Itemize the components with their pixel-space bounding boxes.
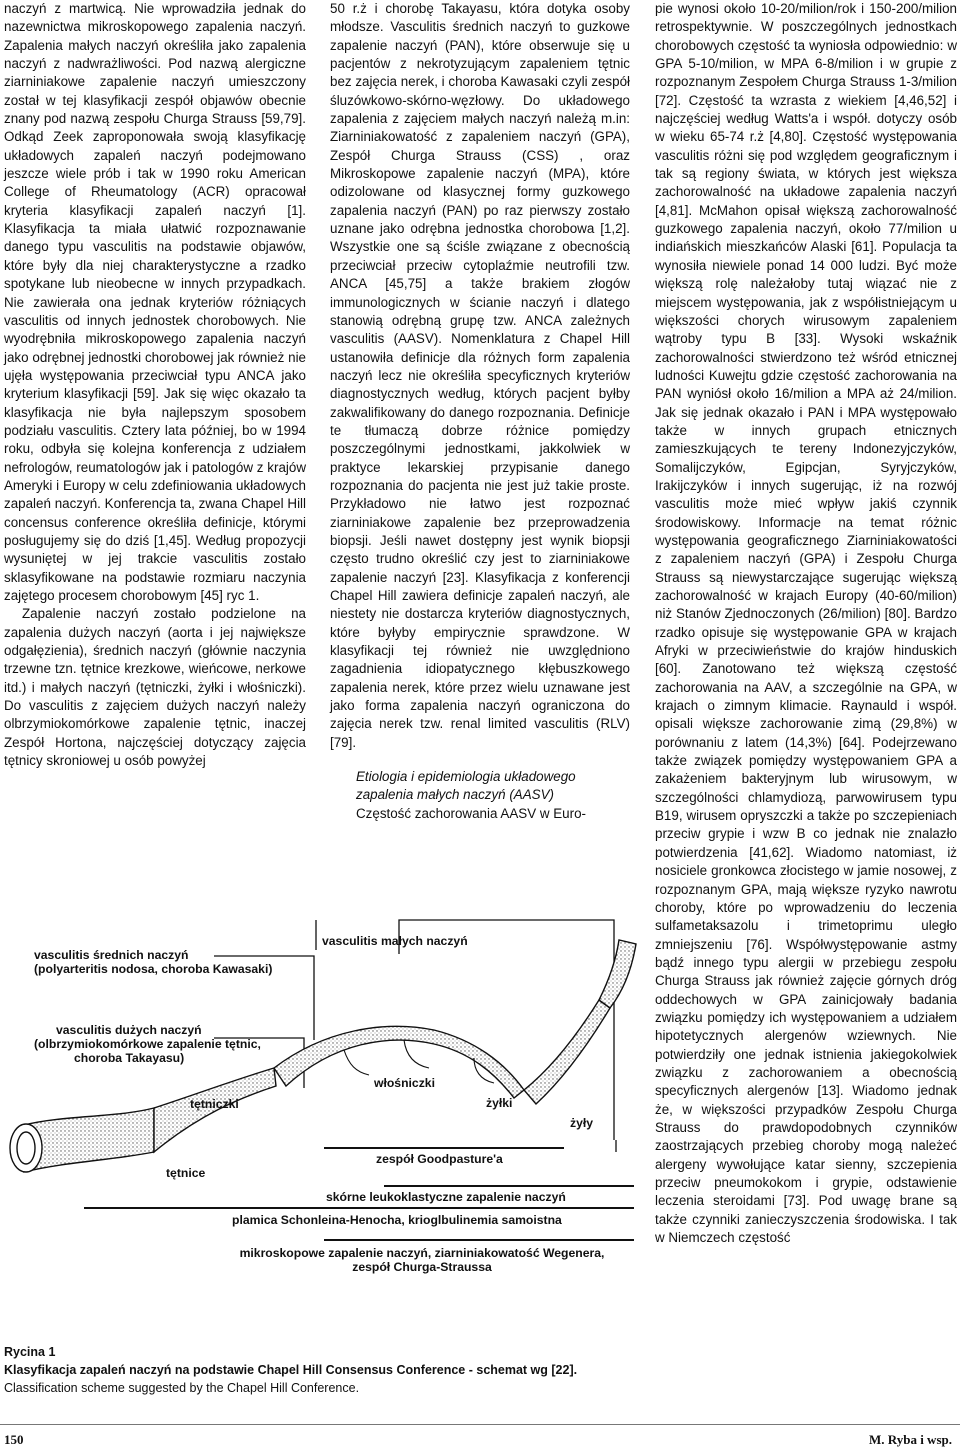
label-capillaries: włośniczki — [374, 1076, 435, 1090]
paragraph: Częstość zachorowania AASV w Euro- — [356, 805, 586, 821]
artery-shape — [24, 1108, 154, 1172]
running-footer-authors: M. Ryba i wsp. — [869, 1432, 952, 1447]
caption-subtitle: Classification scheme suggested by the Chapel Hill Conference. — [4, 1381, 360, 1395]
vein-shape — [599, 940, 636, 1008]
text-column-left — [4, 0, 306, 770]
paragraph: naczyń z martwicą. Nie wprowadziła jednak do nazewnictwa mikroskopowego zapalenia naczyń. Zapalenia małych naczyń określiła jako zapalenia naczyń z nadwrażliwości. Pod nazwą alergiczne ziarniniakowe zapalenie naczyń umieszczony został w tej klasyfikacji zespół objawów obecnie znany pod nazwą zespołu Churga Strauss [59,79]. Odkąd Zeek zaproponowała swoją klasyfikację układowych zapaleń naczyń podejmowano jeszcze wiele prób i tak w 1990 roku American College of Rheumatology (ACR) opracował kryteria klasyfikacji zapaleń naczyń [1]. Klasyfikacja ta miała ułatwić rozpoznawanie danego typu vasculitis na podstawie objawów, które były dla niej charakterystyczne a rzadko spotykane lub nieobecne w innych przypadkach. Nie zawierała ona jednak kryteriów różniących vasculitis od innych jednostek chorobowych. Nie wyodrębniła mikroskopowego zapalenia naczyń jako odrębnej jednostki chorobowej jak również nie ujęła występowania przeciwciał typu ANCA jako kryterium klasyfikacji [59]. Jak się więc okazało ta klasyfikacja nie była najlepszym sposobem podziału vasculitis. Cztery lata później, bo w 1994 roku, odbyła się kolejna konferencja z udziałem nefrologów, reumatologów jak i patologów z krajów Ameryki i Europy w celu zdefiniowania układowych zapaleń naczyń. Konferencja ta, zwana Chapel Hill concensus conference określiła definicje, którymi posługujemy się do dziś [1,45]. Według propozycji wysuniętej w jej trakcie vasculitis zostało sklasyfikowane na podstawie rozmiaru naczynia zajętego procesem chorobowym [45] ryc 1. — [4, 1, 306, 603]
label-large-vessels-examples: (olbrzymiokomórkowe zapalenie tętnic, — [34, 1037, 261, 1051]
page-number: 150 — [4, 1432, 24, 1447]
paragraph: Zapalenie naczyń zostało podzielone na zapalenia dużych naczyń (aorta i jej największe odgałęzienia), średnich naczyń (głównie naczynia trzewne tzn. tętnice krezkowe, wieńcowe, nerkowe itd.) i małych naczyń (tętniczki, żyłki i włośniczki). Do vasculitis z zajęciem dużych naczyń należy olbrzymiokomórkowe zapalenie tętnic, inaczej Zespół Hortona, najczęściej dotyczący zajęcia tętnicy skroniowej u osób powyżej — [4, 606, 306, 769]
label-medium-vessels: vasculitis średnich naczyń — [34, 948, 189, 962]
figure-caption — [4, 1343, 644, 1397]
label-veins: żyły — [570, 1116, 594, 1130]
paragraph: pie wynosi około 10-20/milion/rok i 150-200/milion retrospektywnie. W poszczególnych jednostkach chorobowych częstość ta wyniosła odpowiednio: w GPA 5-10/milion, w MPA 6-8/milion i w grupie z rozpoznanym Zespołem Churga Strauss 1-3/milion [72]. Częstość ta wzrasta z wiekiem [4,46,52] i najczęściej według Watts'a i współ. dotyczy osób w wieku 65-74 r.ż [4,80]. Częstość występowania vasculitis różni się pod względem geograficznym i tak są regiony świata, w których jest większa zachorowalność na układowe zapalenia naczyń [4,81]. McMahon opisał większą zachorowalność guzkowego zapalenia naczyń, około 77/milion u indiańskich mieszkańców Alaski [61]. Populacja ta wynosiła niewiele ponad 14 000 ludzi. Być może większą rolę należałoby tutaj wiązać nie z miejscem występowania, jak z współistniejącym u większości chorych wirusowym zapaleniem wątroby typu B [33]. Wysoki wskaźnik zachorowalności stwierdzono też wśród etnicznej ludności Kuwejtu gdzie częstość zachorowania na PAN wyniósł około 16/milion a MPA aż 24/milion. Jak się jednak okazało i PAN i MPA występowało także w innych grupach etnicznych zamieszkujących te tereny Indonezyjczyków, Somalijczyków, Egipcjan, Syryjczyków, Irakijczyków i innych sugerując, iż na rozwój vasculitis może mieć wpływ jakiś czynnik środowiskowy. Informacje na temat różnic występowania geograficznego Ziarniniakowatości z zapaleniem naczyń (GPA) i Zespołu Churga Strauss są niewystarczające sugerując większą zachorowalność w krajach Europy (40-60/milion) niż Stanów Zjednoczonych (26/milion) [80]. Bardzo rzadko opisuje się występowanie GPA w krajach Afryki w przeciwieństwie do krajów hinduskich [60]. Zanotowano też większą częstość zachorowania na AAV, a szczególnie na GPA, w krajach o zimnym klimacie. Raynauld i współ. opisali większe zachorowanie zimą (29,8%) w porównaniu z latem (14,3%) [64]. Podejrzewano także związek pomiędzy występowaniem GPA a zakażeniem bakteryjnym lub wirusowym, w szczególności chlamydiozą, parwowirusem typu B19, wirusem opryszczki a także po szczepieniach przeciw grypie i wzw B co jednak nie znalazło potwierdzenia [41,62]. Wiadomo natomiast, iż nosiciele gronkowca złocistego w jamie nosowej, z rozpoznanym GPA, mają większe ryzyko nawrotu choroby, które po wprowadzeniu do leczenia sulfametaksazolu i trimetoprimu uległo zmniejszeniu [76]. Współwystępowanie astmy bądź innego typu alergii w przebiegu zespołu Churga Strauss jak również zajęcie górnych dróg oddechowych w GPA zainicjowały badania związku pomiędzy ich występowaniem a udziałem hipotetycznych alergenów wziewnych. Nie potwierdziły one jednak istnienia jakiegokolwiek związku z zachorowaniem a obecnością specyficznych alergenów [13]. Wiadomo jednak że, w większości przypadków Zespołu Churga Strauss do prawdopodobnych czynników zaostrzających przebieg choroby mogą należeć alergeny wywołujące katar sienny, szczepienia przeciw pneumokokom i grypie, odstawienie leczenia steroidami [73]. Pod uwagę brane są także czynniki zanieczyszczenia środowiska. I tak w Niemczech częstość — [655, 1, 957, 1246]
section-heading: Etiologia i epidemiologia układowego zapalenia małych naczyń (AASV) — [356, 769, 576, 803]
label-medium-vessels-examples: (polyarteritis nodosa, choroba Kawasaki) — [34, 962, 273, 976]
paragraph: 50 r.ż i chorobę Takayasu, która dotyka osoby młodsze. Vasculitis średnich naczyń to guzkowe zapalenie naczyń (PAN), które obserwuje się u pacjentów z nekrotyzującym zapaleniem tętnic bez zajęcia nerek, i choroba Kawasaki czyli zespół śluzówkowo-skórno-węzłowy. Do układowego zapalenia z zajęciem małych naczyń należą m.in: Ziarniniakowatość z zapaleniem naczyń (GPA), Zespół Churga Strauss (CSS) , oraz Mikroskopowe zapalenie naczyń (MPA), które odizolowane od klasycznej formy guzkowego zapalenia naczyń (PAN) po raz pierwszy zostało uznane jako odrębna jednostka chorobowa [1,2]. Wszystkie one są ściśle związane z obecnością przeciwciał przeciw cytoplaźmie neutrofili tzw. ANCA [45,75] a także brakiem złogów immunologicznych w ścianie naczyń i dlatego stanowią odrębną grupę tzw. ANCA zależnych vasculitis (AASV). Nomenklatura z Chapel Hill ustanowiła definicje dla różnych form zapalenia naczyń lecz nie określiła specyficznych kryteriów diagnostycznych według, których pacjent byłby zakwalifikowany do danego rozpoznania. Definicje te tłumaczą dobrze różnice pomiędzy poszczególnymi jednostkami, jakkolwiek w praktyce lekarskiej przypisanie danego rozpoznania do pacjenta nie jest już takie proste. Przykładowo nie łatwo jest rozpoznać ziarniniakowe zapalenie bez przeprowadzenia biopsji. Jeśli nawet dostępny jest wynik biopsji często trudno określić czy jest to ziarniniakowe zapalenie naczyń [23]. Klasyfikacja z konferencji Chapel Hill zawiera definicje zapaleń naczyń, ale niestety nie dostarcza kryteriów diagnostycznych, które byłyby empirycznie sprawdzone. W klasyfikacji tej również nie uwzględniono zagadnienia idiopatycznego kłębuszkowego zapalenia nerek, które przez wielu uznawane jest jako forma zapalenia naczyń ograniczona do zajęcia nerek tzw. renal limited vasculitis (RLV) [79]. — [330, 1, 630, 750]
footer-rule — [0, 1424, 960, 1425]
label-mpa: mikroskopowe zapalenie naczyń, ziarniniakowatość Wegenera, — [239, 1246, 605, 1260]
vessel-classification-figure — [4, 890, 644, 1320]
venule-shape — [524, 1000, 610, 1104]
label-arteries: tętnice — [166, 1166, 206, 1180]
label-leukocytoclastic: skórne leukoklastyczne zapalenie naczyń — [326, 1190, 566, 1204]
label-arterioles: tętniczki — [190, 1097, 239, 1111]
label-large-vessels-examples-2: choroba Takayasu) — [74, 1051, 185, 1065]
caption-title: Klasyfikacja zapaleń naczyń na podstawie Chapel Hill Consensus Conference - schemat wg [22]. — [4, 1363, 578, 1377]
label-schonlein: plamica Schonleina-Henocha, krioglbulinemia samoistna — [232, 1213, 562, 1227]
artery-lumen — [17, 1132, 35, 1164]
text-column-middle — [330, 0, 630, 823]
label-goodpasture: zespół Goodpasture'a — [376, 1152, 503, 1166]
caption-label: Rycina 1 — [4, 1345, 56, 1359]
label-mpa-2: zespół Churga-Straussa — [352, 1260, 492, 1274]
label-venules: żyłki — [486, 1096, 513, 1110]
label-small-vessels: vasculitis małych naczyń — [322, 934, 468, 948]
text-column-right — [655, 0, 957, 1247]
label-large-vessels: vasculitis dużych naczyń — [56, 1023, 202, 1037]
